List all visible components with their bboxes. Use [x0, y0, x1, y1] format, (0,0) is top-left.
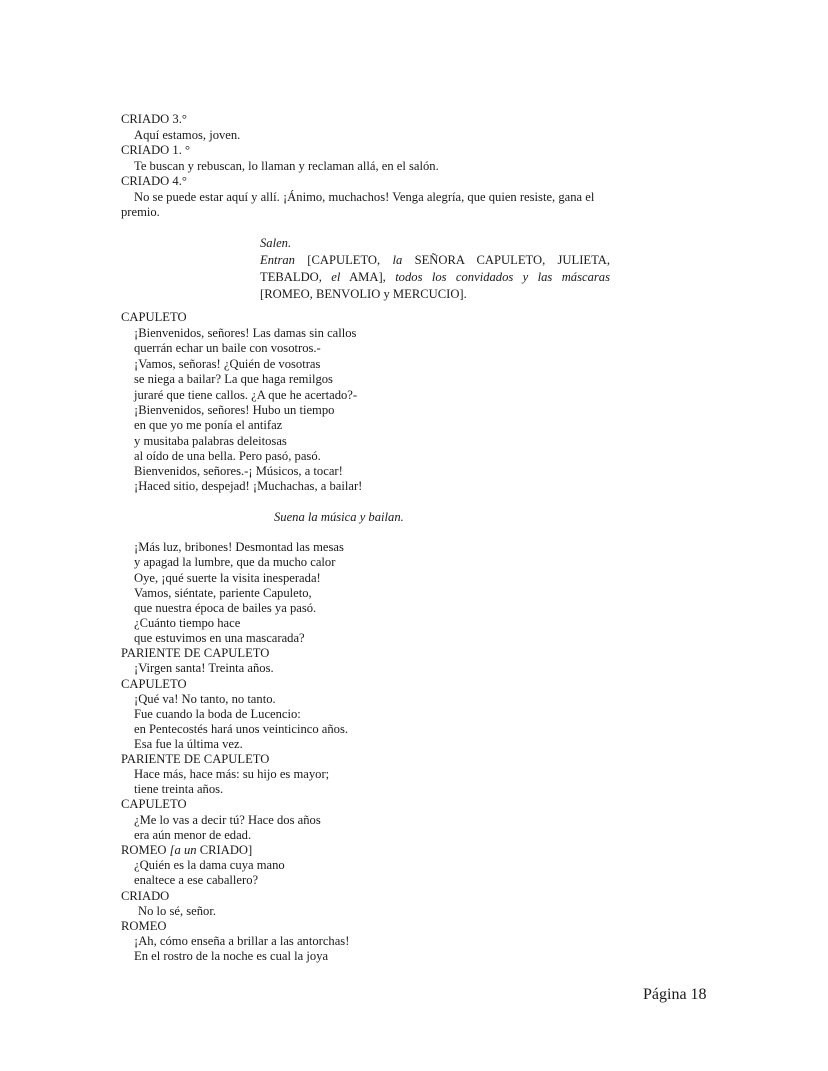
speaker-line [121, 843, 252, 858]
verse-line: ¡Haced sitio, despejad! ¡Muchachas, a bailar! [134, 479, 363, 493]
stage-verb: Entran [260, 253, 295, 267]
verse-line: que nuestra época de bailes ya pasó. [134, 601, 317, 615]
dialogue-line: premio. [121, 205, 160, 219]
verse-line: ¡Ah, cómo enseña a brillar a las antorchas! [134, 934, 350, 948]
stage-direction [274, 510, 404, 525]
dialogue-line: Te buscan y rebuscan, lo llaman y reclaman allá, en el salón. [134, 159, 439, 173]
verse-line: Oye, ¡qué suerte la visita inesperada! [134, 571, 321, 585]
aside-direction: CRIADO] [199, 843, 253, 857]
verse-line: querrán echar un baile con vosotros.- [134, 341, 321, 355]
verse-line: se niega a bailar? La que haga remilgos [134, 372, 333, 386]
verse-line: ¡Más luz, bribones! Desmontad las mesas [134, 540, 344, 554]
dialogue-line: No se puede estar aquí y allí. ¡Ánimo, muchachos! Venga alegría, que quien resiste, gana el [134, 190, 595, 204]
speaker-name: CRIADO 3.° [121, 112, 187, 126]
verse-line: y apagad la lumbre, que da mucho calor [134, 555, 336, 569]
aside-direction: [a un [169, 843, 197, 857]
verse-line: ¿Me lo vas a decir tú? Hace dos años [134, 813, 321, 827]
speaker-name: CRIADO 1. ° [121, 143, 191, 157]
speaker-name: CRIADO [121, 889, 170, 903]
verse-line: Bienvenidos, señores.-¡ Músicos, a tocar! [134, 464, 343, 478]
speaker-name: PARIENTE DE CAPULETO [121, 646, 270, 660]
verse-line: juraré que tiene callos. ¿A que he acertado?- [134, 388, 358, 402]
verse-line: ¿Quién es la dama cuya mano [134, 858, 285, 872]
page-number: Página 18 [643, 986, 707, 1003]
stage-text: todos los convidados y las máscaras [395, 270, 610, 284]
verse-line: al oído de una bella. Pero pasó, pasó. [134, 449, 321, 463]
verse-line: No lo sé, señor. [138, 904, 217, 918]
verse-line: enaltece a ese caballero? [134, 873, 259, 887]
stage-text: [ROMEO, [260, 287, 313, 301]
speaker-name: PARIENTE DE CAPULETO [121, 752, 270, 766]
verse-line: Fue cuando la boda de Lucencio: [134, 707, 301, 721]
stage-text: AMA], [349, 270, 386, 284]
stage-text: TEBALDO, [260, 270, 322, 284]
speaker-name: ROMEO [121, 843, 167, 857]
verse-line: en Pentecostés hará unos veinticinco años. [134, 722, 349, 736]
verse-line: Esa fue la última vez. [134, 737, 243, 751]
verse-line: tiene treinta años. [134, 782, 224, 796]
verse-line: era aún menor de edad. [134, 828, 252, 842]
verse-line: Vamos, siéntate, pariente Capuleto, [134, 586, 312, 600]
speaker-name: CAPULETO [121, 310, 187, 324]
speaker-name: CAPULETO [121, 677, 187, 691]
dialogue-line: Aquí estamos, joven. [134, 128, 241, 142]
speaker-name: ROMEO [121, 919, 167, 933]
stage-text: BENVOLIO y MERCUCIO]. [315, 287, 467, 301]
stage-direction [260, 235, 610, 303]
verse-line: ¡Virgen santa! Treinta años. [134, 661, 274, 675]
verse-line: ¡Bienvenidos, señores! Las damas sin callos [134, 326, 357, 340]
stage-exit: Salen. [260, 236, 292, 250]
verse-line: ¡Qué va! No tanto, no tanto. [134, 692, 276, 706]
verse-line: Hace más, hace más: su hijo es mayor; [134, 767, 330, 781]
verse-line: ¡Bienvenidos, señores! Hubo un tiempo [134, 403, 335, 417]
stage-text: la [392, 253, 403, 267]
verse-line: ¿Cuánto tiempo hace [134, 616, 241, 630]
verse-line: en que yo me ponía el antifaz [134, 418, 283, 432]
verse-line: ¡Vamos, señoras! ¿Quién de vosotras [134, 357, 321, 371]
stage-text: Suena la música y bailan. [274, 510, 404, 524]
verse-line: que estuvimos en una mascarada? [134, 631, 305, 645]
speaker-name: CRIADO 4.° [121, 174, 187, 188]
stage-text: el [331, 270, 341, 284]
stage-text: SEÑORA CAPULETO, JULIETA, [414, 253, 611, 267]
verse-line: En el rostro de la noche es cual la joya [134, 949, 329, 963]
verse-line: y musitaba palabras deleitosas [134, 434, 287, 448]
stage-text: [CAPULETO, [307, 253, 381, 267]
speaker-name: CAPULETO [121, 797, 187, 811]
